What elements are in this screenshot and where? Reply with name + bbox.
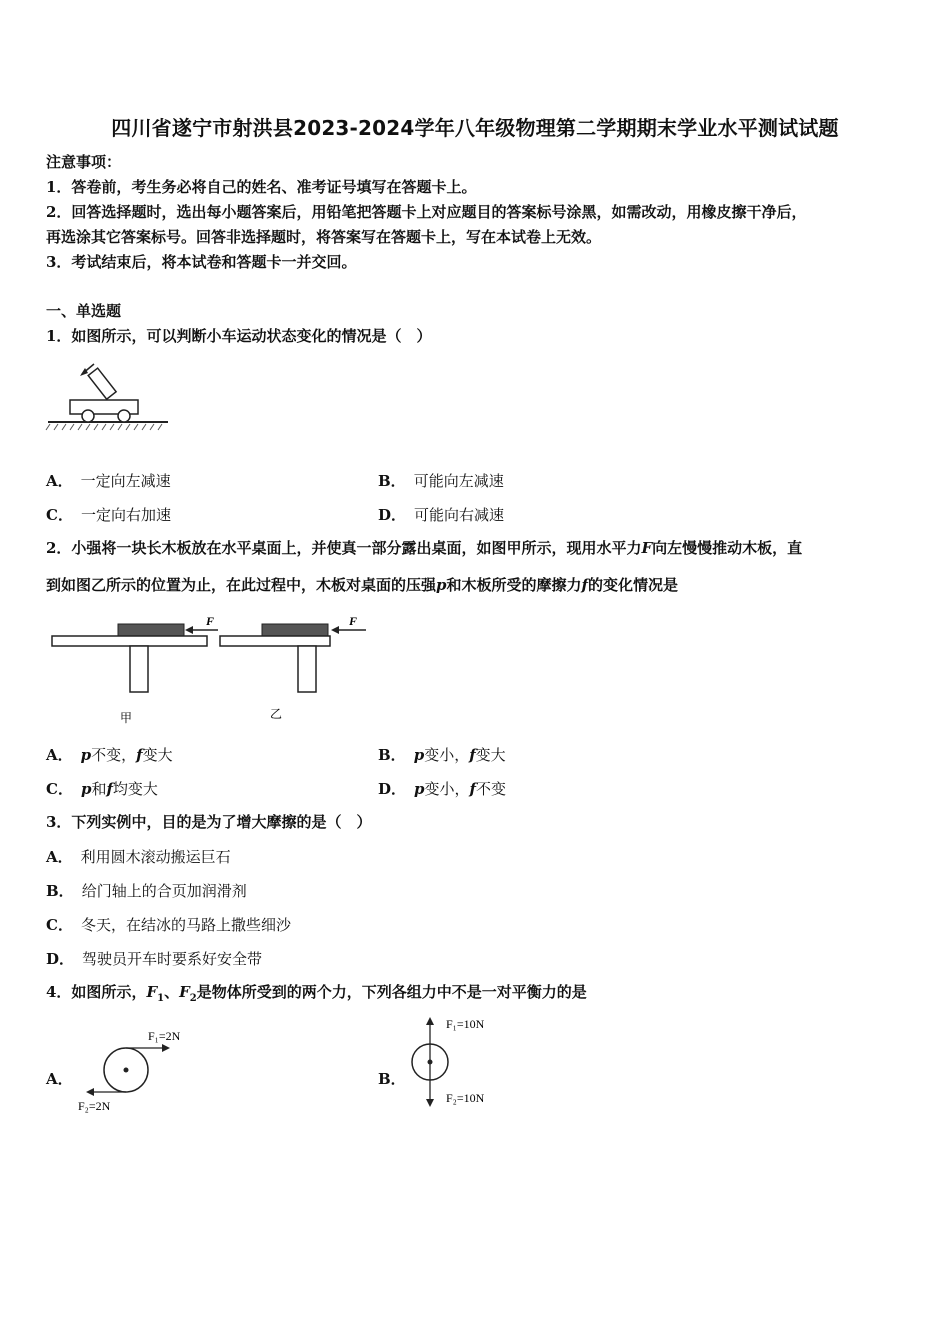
option-label: D． (378, 506, 407, 524)
q2-option-c[interactable]: C． p和f均变大 (46, 780, 158, 798)
q3-option-a[interactable]: A． 利用圆木滚动搬运巨石 (46, 848, 231, 866)
q1-option-b[interactable] (378, 470, 504, 491)
q2-option-b[interactable]: B． p变小，f变大 (378, 746, 506, 764)
q1-cart-figure (44, 358, 174, 438)
q4-figure-a (76, 1022, 206, 1118)
notice-item: 再选涂其它答案标号。回答非选择题时，将答案写在答题卡上，写在本试卷上无效。 (46, 228, 602, 246)
fig-caption-yi: 乙 (270, 707, 283, 721)
q2-board-figure (46, 610, 386, 730)
q4-option-b[interactable]: B． (378, 1070, 406, 1088)
force-label: F (206, 614, 215, 628)
q1-stem: 1．如图所示，可以判断小车运动状态变化的情况是（ ） (46, 327, 432, 345)
page-title: 四川省遂宁市射洪县2023-2024学年八年级物理第二学期期末学业水平测试试题 (111, 116, 839, 140)
q2-stem-line1: 2．小强将一块长木板放在水平桌面上，并使真一部分露出桌面，如图甲所示，现用水平力F向左慢慢推动木板，直 (46, 539, 803, 557)
q3-option-b[interactable]: B． 给门轴上的合页加润滑剂 (46, 882, 247, 900)
q1-option-a[interactable] (46, 470, 171, 491)
force-label: F (349, 614, 358, 628)
notice-item: 3．考试结束后，将本试卷和答题卡一并交回。 (46, 253, 357, 271)
fig-caption-jia: 甲 (120, 711, 133, 725)
force-f1-label: F₁=2N (148, 1029, 181, 1043)
notice-heading: 注意事项： (46, 153, 122, 171)
q3-option-d[interactable]: D． 驾驶员开车时要系好安全带 (46, 950, 263, 968)
section-heading: 一、单选题 (46, 302, 122, 320)
option-text: 一定向左减速 (80, 472, 171, 490)
q2-stem-line2: 到如图乙所示的位置为止，在此过程中，木板对桌面的压强p和木板所受的摩擦力f的变化情况是 (46, 576, 678, 594)
notice-item: 2．回答选择题时，选出每小题答案后，用铅笔把答题卡上对应题目的答案标号涂黑，如需改动，用橡皮擦干净后， (46, 203, 807, 221)
q4-figure-b (404, 1012, 524, 1112)
option-label: A． (46, 472, 73, 490)
q3-option-c[interactable]: C． 冬天，在结冰的马路上撒些细沙 (46, 916, 291, 934)
option-text: 可能向左减速 (413, 472, 504, 490)
q2-option-d[interactable]: D． p变小，f不变 (378, 780, 506, 798)
q4-stem: 4．如图所示，$F_1$、$F_2$是物体所受到的两个力，下列各组力中不是一对平衡力的是 (46, 983, 587, 1004)
option-text: 可能向右减速 (414, 506, 505, 524)
notice-item: 1．答卷前，考生务必将自己的姓名、准考证号填写在答题卡上。 (46, 178, 477, 196)
option-label: B． (378, 472, 406, 490)
q1-option-c[interactable] (46, 504, 171, 525)
option-text: 一定向右加速 (80, 506, 171, 524)
q4-option-a[interactable]: A． (46, 1070, 73, 1088)
force-f1-label: F₁=10N (446, 1017, 485, 1031)
option-label: C． (46, 506, 73, 524)
q3-stem: 3．下列实例中，目的是为了增大摩擦的是（ ） (46, 813, 372, 831)
q2-option-a[interactable]: A． p不变，f变大 (46, 746, 173, 764)
force-f2-label: F₂=10N (446, 1091, 485, 1105)
q1-option-d[interactable] (378, 504, 504, 525)
force-f2-label: F₂=2N (78, 1099, 111, 1113)
